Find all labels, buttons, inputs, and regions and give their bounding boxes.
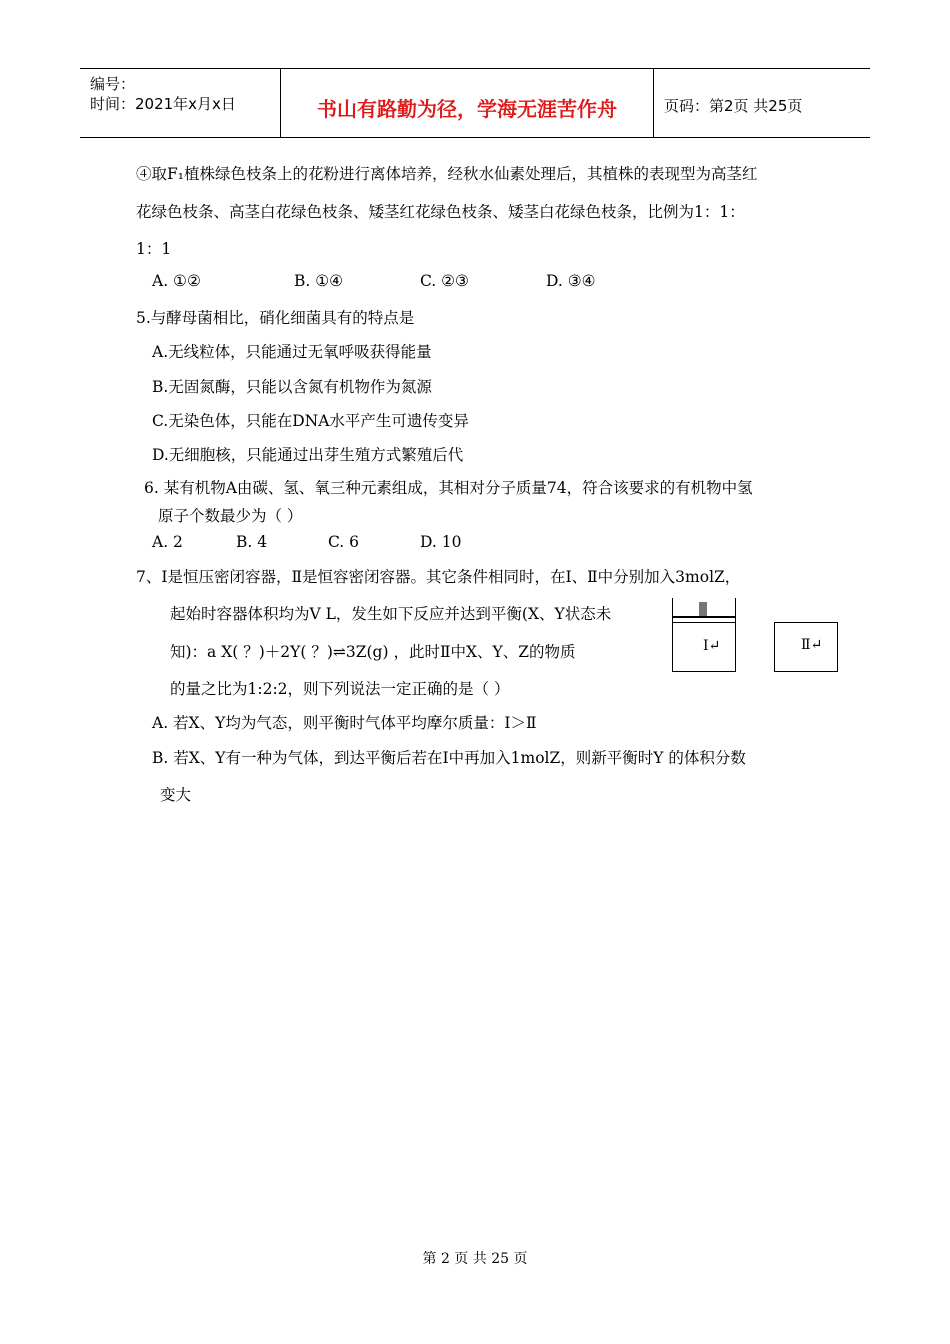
constant-pressure-vessel-diagram — [672, 598, 736, 672]
document-date-label: 时间：2021年x月x日 — [90, 95, 236, 113]
q4-option-a: A. ①② — [152, 272, 201, 290]
q6-option-c: C. 6 — [328, 533, 360, 551]
q7-stem-line1: 7、Ⅰ是恒压密闭容器，Ⅱ是恒容密闭容器。其它条件相同时，在Ⅰ、Ⅱ中分别加入3molZ， — [136, 568, 741, 586]
vessel-2-label: Ⅱ↵ — [801, 637, 823, 653]
q4-item4-line3: 1：1 — [136, 240, 172, 258]
header-motto: 书山有路勤为径，学海无涯苦作舟 — [317, 97, 617, 121]
q4-item4-line2: 花绿色枝条、高茎白花绿色枝条、矮茎红花绿色枝条、矮茎白花绿色枝条，比例为1：1： — [136, 203, 745, 221]
header-info-cell — [80, 69, 281, 137]
vessel-1-label: Ⅰ↵ — [703, 638, 721, 654]
q6-option-d: D. 10 — [420, 533, 462, 551]
header-page-info: 页码：第2页 共25页 — [664, 97, 803, 115]
constant-volume-vessel-diagram — [774, 622, 838, 672]
q5-option-c: C.无染色体，只能在DNA水平产生可遗传变异 — [152, 412, 469, 430]
q5-option-b: B.无固氮酶，只能以含氮有机物作为氮源 — [152, 378, 432, 396]
q4-item4-line1: ④取F₁植株绿色枝条上的花粉进行离体培养，经秋水仙素处理后，其植株的表现型为高茎红 — [136, 165, 758, 183]
page-footer: 第 2 页 共 25 页 — [422, 1251, 528, 1267]
q6-stem-line2: 原子个数最少为（ ） — [158, 507, 303, 525]
q6-option-a: A. 2 — [152, 533, 183, 551]
q5-option-a: A.无线粒体，只能通过无氧呼吸获得能量 — [152, 343, 432, 361]
q7-option-b-line2: 变大 — [160, 786, 192, 804]
q6-option-b: B. 4 — [236, 533, 268, 551]
page-header — [80, 68, 870, 138]
header-motto-cell — [281, 69, 654, 137]
q6-stem-line1: 6. 某有机物A由碳、氢、氧三种元素组成，其相对分子质量74，符合该要求的有机物中氢 — [144, 479, 753, 497]
piston-rod — [699, 602, 707, 616]
q7-stem-line2: 起始时容器体积均为V L，发生如下反应并达到平衡(X、Y状态未 — [170, 605, 612, 623]
q7-option-b-line1: B. 若X、Y有一种为气体，到达平衡后若在Ⅰ中再加入1molZ，则新平衡时Y 的体积分数 — [152, 749, 746, 767]
q4-option-d: D. ③④ — [546, 272, 596, 290]
q5-stem: 5.与酵母菌相比，硝化细菌具有的特点是 — [136, 309, 415, 327]
document-number-label: 编号： — [90, 75, 136, 93]
q7-stem-line4: 的量之比为1:2:2，则下列说法一定正确的是（ ） — [170, 680, 510, 698]
piston — [673, 616, 735, 623]
q7-option-a: A. 若X、Y均为气态，则平衡时气体平均摩尔质量：Ⅰ＞Ⅱ — [152, 714, 537, 732]
q4-option-c: C. ②③ — [420, 272, 469, 290]
q5-option-d: D.无细胞核，只能通过出芽生殖方式繁殖后代 — [152, 446, 464, 464]
q4-option-b: B. ①④ — [294, 272, 344, 290]
q7-stem-line3: 知)：a X( ？)＋2Y( ？)⇌3Z(g) ，此时Ⅱ中X、Y、Z的物质 — [170, 643, 576, 661]
header-page-cell — [654, 69, 870, 137]
